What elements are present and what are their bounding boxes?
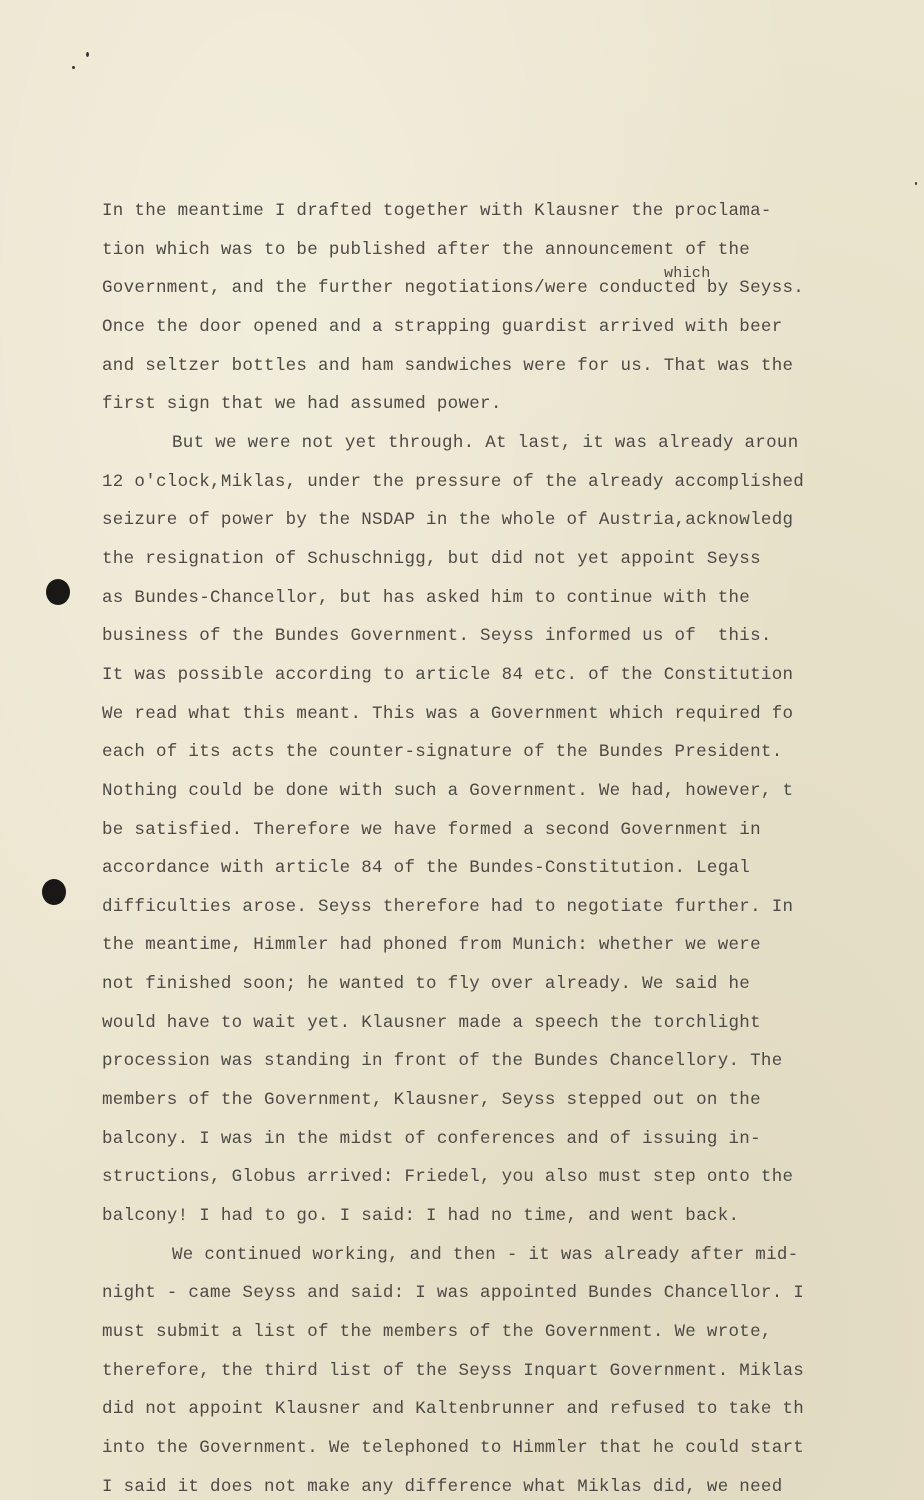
text-line: structions, Globus arrived: Friedel, you also must step onto the xyxy=(102,1167,794,1188)
text-line: 12 o'clock,Miklas, under the pressure of the already accomplished xyxy=(102,471,805,492)
text-line: the resignation of Schuschnigg, but did not yet appoint Seyss xyxy=(102,548,761,569)
text-line: each of its acts the counter-signature of the Bundes President. xyxy=(102,742,783,763)
punch-hole xyxy=(46,579,70,605)
text-line: accordance with article 84 of the Bundes-Constitution. Legal xyxy=(102,858,751,879)
text-line: first sign that we had assumed power. xyxy=(102,394,502,415)
text-line: procession was standing in front of the Bundes Chancellory. The xyxy=(102,1051,783,1072)
interlinear-insertion: which xyxy=(664,265,711,282)
text-line: into the Government. We telephoned to Himmler that he could start xyxy=(102,1438,805,1458)
text-line: business of the Bundes Government. Seyss informed us of this. xyxy=(102,626,772,647)
text-line: seizure of power by the NSDAP in the whole of Austria,acknowledg xyxy=(102,510,794,531)
text-line: Government, and the further negotiations/were conducted by Seyss. xyxy=(102,278,805,299)
ink-speck xyxy=(915,182,917,185)
text-line: members of the Government, Klausner, Seyss stepped out on the xyxy=(102,1090,761,1111)
text-line: the meantime, Himmler had phoned from Munich: whether we were xyxy=(102,935,761,956)
text-line: difficulties arose. Seyss therefore had to negotiate further. In xyxy=(102,896,794,917)
text-line: tion which was to be published after the announcement of the xyxy=(102,239,751,260)
text-line: night - came Seyss and said: I was appointed Bundes Chancellor. I xyxy=(102,1283,805,1304)
typewritten-text xyxy=(102,192,892,1500)
text-line: In the meantime I drafted together with Klausner the proclama- xyxy=(102,201,772,221)
text-line: balcony. I was in the midst of conferences and of issuing in- xyxy=(102,1128,761,1149)
text-line: We read what this meant. This was a Government which required fo xyxy=(102,703,794,724)
text-line: Once the door opened and a strapping guardist arrived with beer xyxy=(102,316,783,337)
text-line: be satisfied. Therefore we have formed a second Government in xyxy=(102,819,761,840)
text-line: not finished soon; he wanted to fly over already. We said he xyxy=(102,974,751,995)
text-line: did not appoint Klausner and Kaltenbrunner and refused to take th xyxy=(102,1399,805,1420)
punch-hole xyxy=(42,879,66,905)
text-line: therefore, the third list of the Seyss Inquart Government. Miklas xyxy=(102,1360,805,1381)
text-line: as Bundes-Chancellor, but has asked him to continue with the xyxy=(102,587,751,608)
text-line: It was possible according to article 84 etc. of the Constitution xyxy=(102,664,794,685)
text-line: would have to wait yet. Klausner made a speech the torchlight xyxy=(102,1012,761,1033)
text-line: Nothing could be done with such a Government. We had, however, t xyxy=(102,780,794,801)
text-line: I said it does not make any difference what Miklas did, we need xyxy=(102,1476,783,1497)
paragraph-start-line: But we were not yet through. At last, it was already aroun xyxy=(172,432,799,453)
text-line: must submit a list of the members of the Government. We wrote, xyxy=(102,1322,772,1343)
paragraph-start-line: We continued working, and then - it was already after mid- xyxy=(172,1244,799,1265)
ink-speck xyxy=(72,66,75,69)
text-line: and seltzer bottles and ham sandwiches were for us. That was the xyxy=(102,355,794,376)
ink-speck xyxy=(86,52,89,57)
text-line: balcony! I had to go. I said: I had no time, and went back. xyxy=(102,1206,740,1227)
